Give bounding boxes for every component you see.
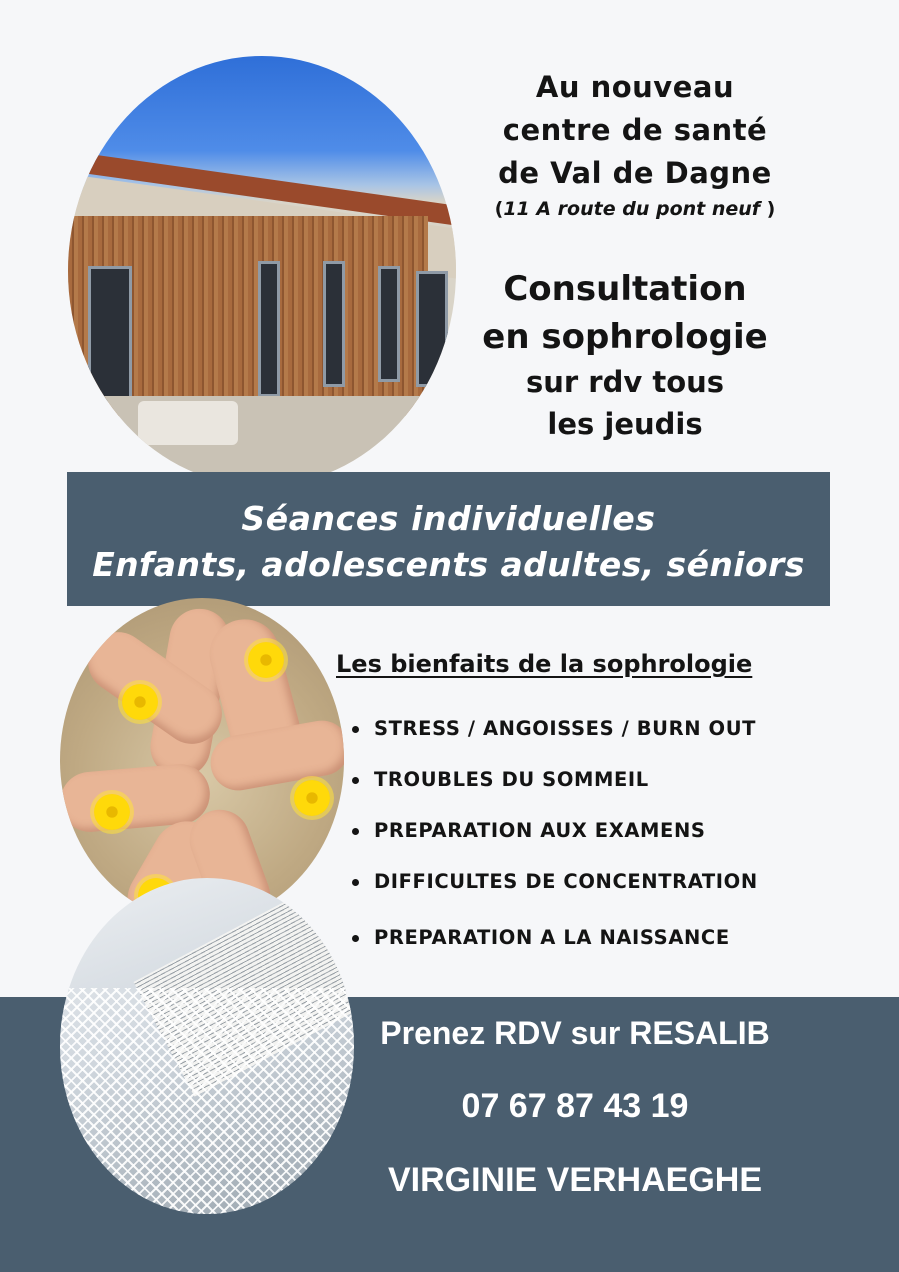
list-item: PREPARATION AUX EXAMENS [352,814,822,865]
hand-shape [206,716,344,794]
banner-title: Séances individuelles [241,499,656,538]
phone-number: 07 67 87 43 19 [461,1087,689,1125]
flower-icon [294,780,330,816]
window-shape [378,266,400,382]
window-shape [258,261,280,397]
step-shape [138,401,238,445]
consultation-subtitle: en sophrologie [482,317,768,357]
schedule-line: sur rdv tous [525,365,725,399]
hammock-net-shape [60,988,354,1214]
list-item: DIFFICULTES DE CONCENTRATION [352,865,822,921]
health-center-photo [68,56,456,486]
header-block [460,66,810,223]
benefits-list [352,712,822,972]
hammock-newspaper-photo [60,878,354,1214]
banner-audience: Enfants, adolescents adultes, séniors [92,545,805,584]
practitioner-name: VIRGINIE VERHAEGHE [387,1161,763,1199]
flower-icon [94,794,130,830]
consultation-block [455,265,795,445]
list-item: PREPARATION A LA NAISSANCE [352,921,822,972]
address: (11 A route du pont neuf ) [494,198,776,220]
list-item: STRESS / ANGOISSES / BURN OUT [352,712,822,763]
schedule-line: les jeudis [547,407,703,441]
window-shape [416,271,448,387]
flower-icon [248,642,284,678]
header-line: centre de santé [502,113,768,147]
consultation-title: Consultation [503,269,747,309]
hands-flowers-photo [60,598,344,922]
booking-text: Prenez RDV sur RESALIB [380,1015,770,1051]
header-line: Au nouveau [535,70,735,104]
list-item: TROUBLES DU SOMMEIL [352,763,822,814]
window-shape [323,261,345,387]
sessions-banner [67,472,830,606]
flower-icon [122,684,158,720]
header-line: de Val de Dagne [498,156,772,190]
door-shape [88,266,132,402]
benefits-title: Les bienfaits de la sophrologie [336,650,753,678]
